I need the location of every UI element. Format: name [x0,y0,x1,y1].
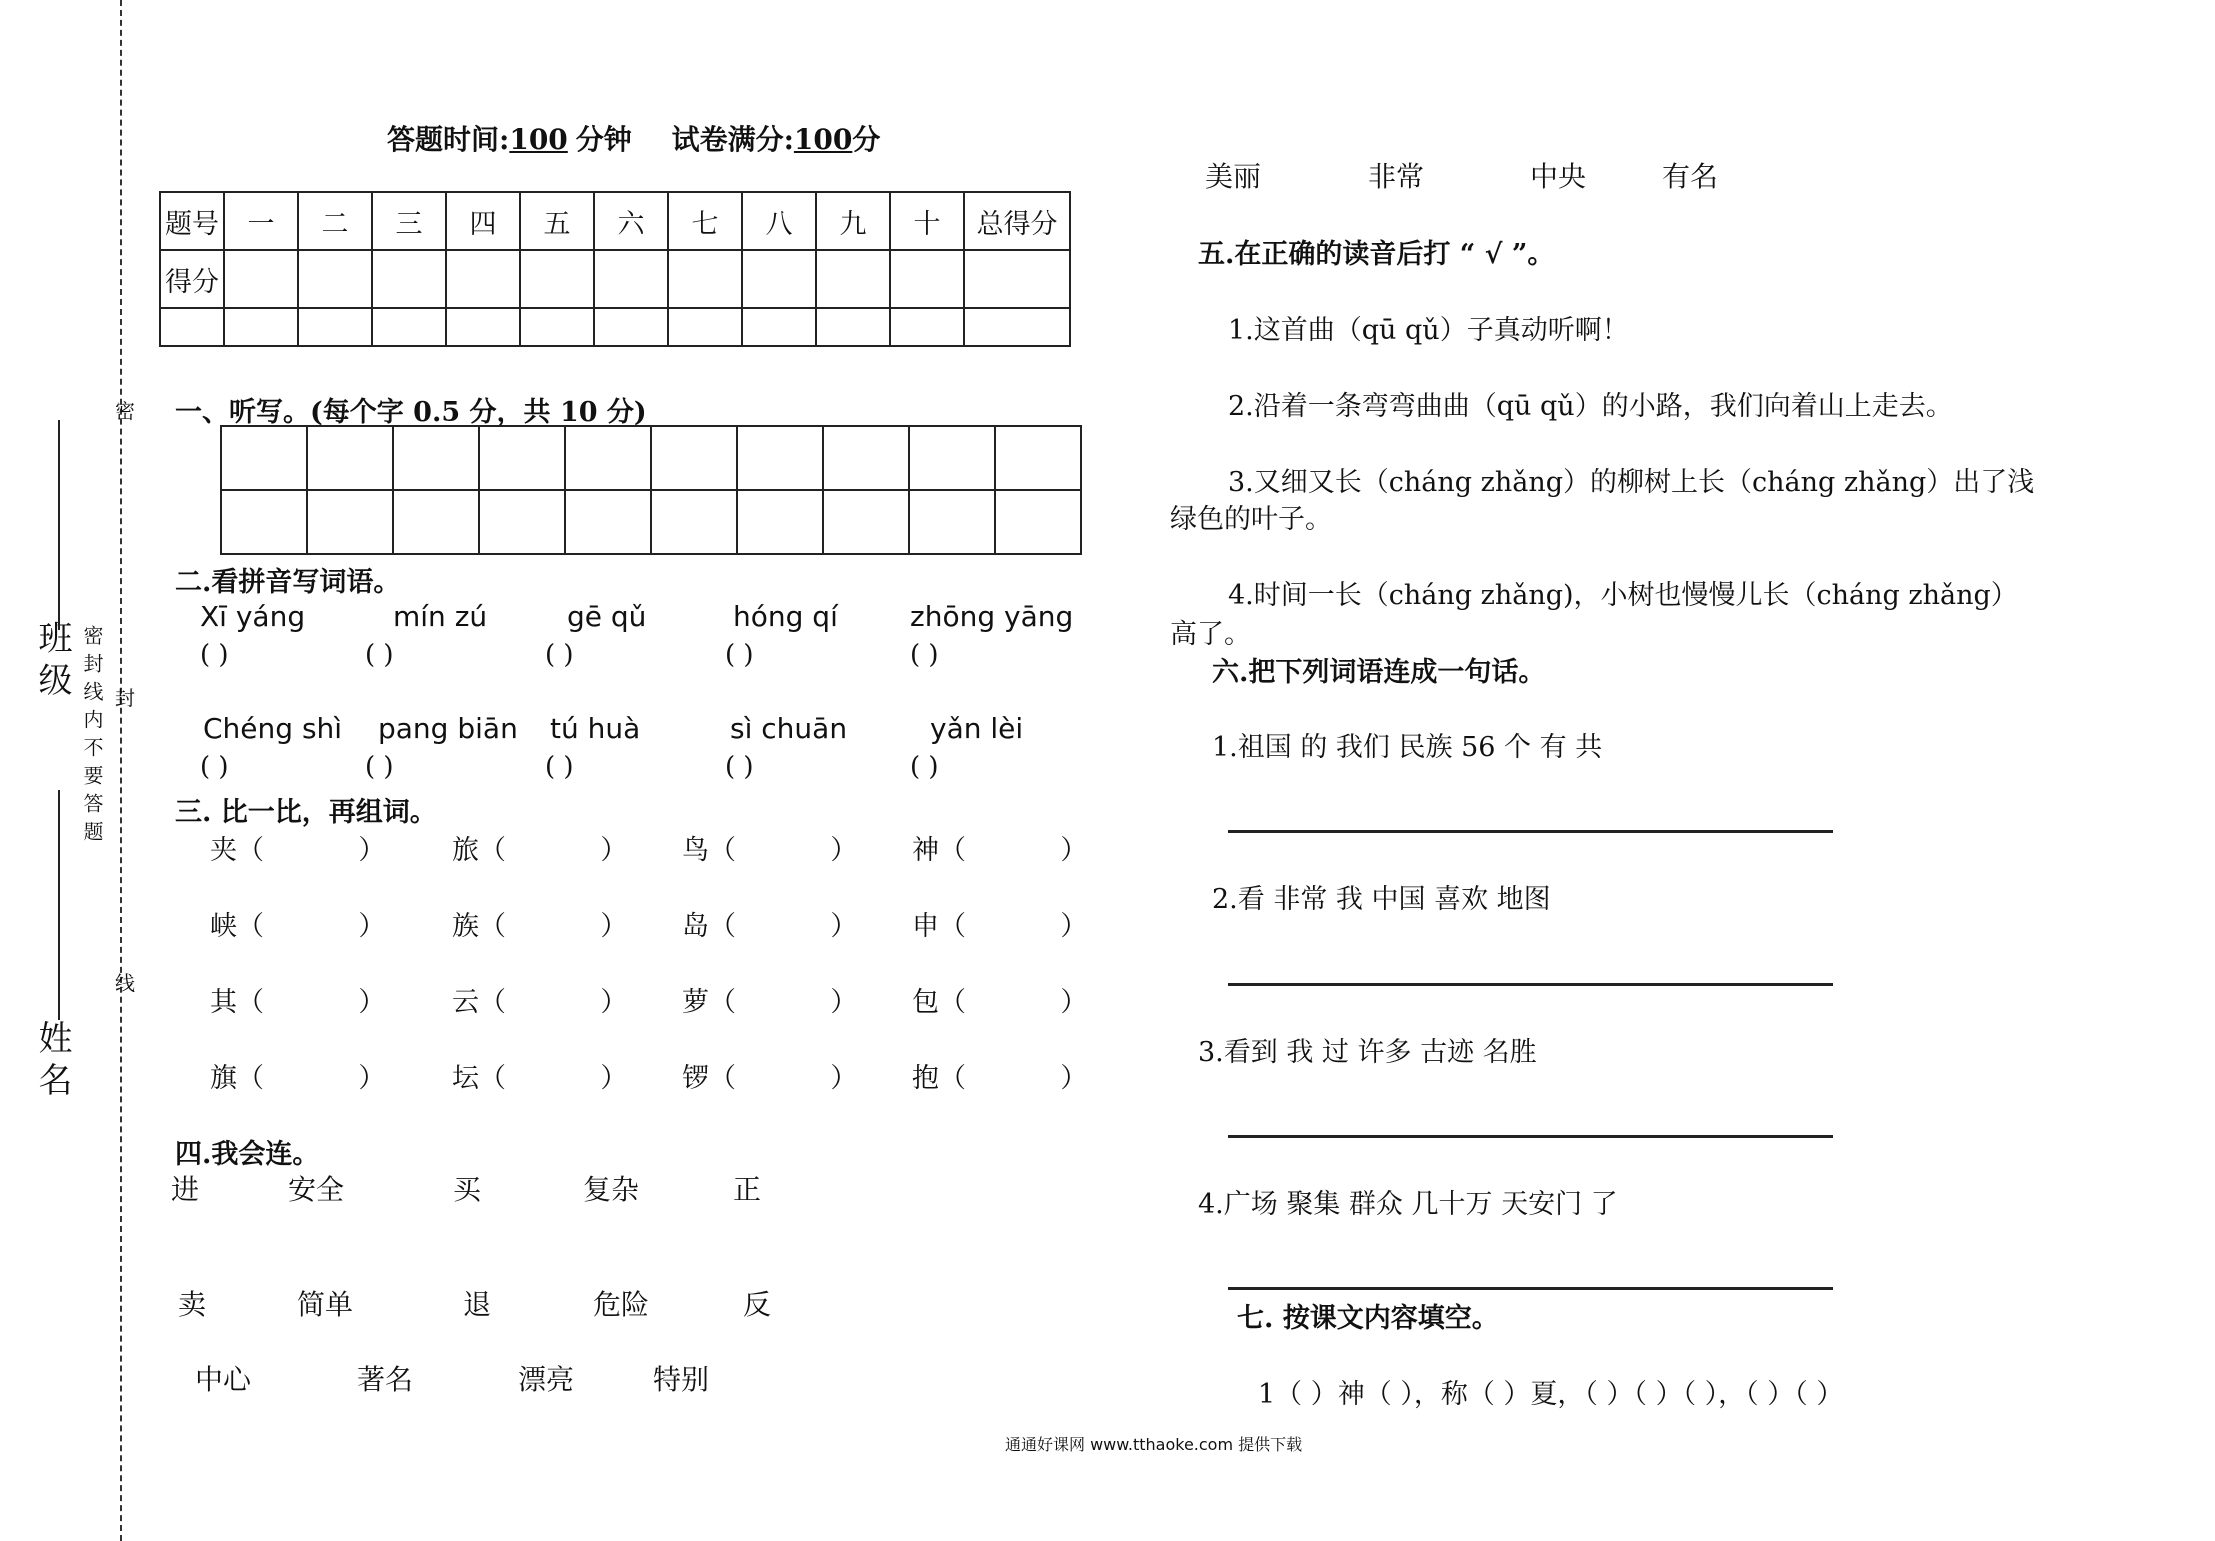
char: 旗 [210,1063,237,1094]
question-6-4: 4.广场 聚集 群众 几十万 天安门 了 [1198,1189,1618,1220]
answer-paren[interactable]: ( ) [365,752,394,782]
score-header-cell: 六 [594,192,668,250]
footer-text: 通通好课网 www.tthaoke.com 提供下载 [1005,1435,1303,1454]
score-cell [890,250,964,308]
name-blank [58,790,60,1020]
question-5-4-cont: 高了。 [1170,619,1251,650]
answer-paren[interactable]: ( ) [200,752,229,782]
section-4-title: 四.我会连。 [175,1139,320,1170]
score-cell [520,250,594,308]
binding-line [120,0,122,1541]
score-header-cell: 七 [668,192,742,250]
match-word: 卖 [178,1288,207,1321]
pinyin: Xī yáng [200,600,306,633]
match-word: 中心 [195,1363,252,1396]
seal-xian: 线 [115,971,135,995]
score-cell [742,250,816,308]
score-cell [298,250,372,308]
section-6-title: 六.把下列词语连成一句话。 [1212,657,1546,688]
match-word: 进 [171,1173,200,1206]
answer-line[interactable] [1228,1135,1833,1138]
pinyin: tú huà [550,712,641,745]
score-cell [224,250,298,308]
section-7-title: 七. 按课文内容填空。 [1237,1303,1499,1334]
answer-paren[interactable]: ( ) [910,752,939,782]
question-5-3: 3.又细又长（cháng zhǎng）的柳树上长（cháng zhǎng）出了浅 [1228,467,2035,498]
char: 锣 [682,1063,709,1094]
match-word: 有名 [1662,160,1719,193]
match-word: 美丽 [1205,160,1262,193]
answer-line[interactable] [1228,983,1833,986]
char: 抱 [912,1063,939,1094]
pinyin: Chéng shì [203,712,343,745]
question-7-1: 1（ ）神（ ），称（ ）夏，（ ）（ ）（ ），（ ）（ ） [1258,1379,1844,1410]
seal-feng: 封 [115,686,135,710]
match-word: 正 [733,1173,762,1206]
score-cell [964,250,1070,308]
char: 其 [210,987,237,1018]
score-row-label: 得分 [160,250,224,308]
score-header-cell: 题号 [160,192,224,250]
pinyin: hóng qí [733,600,838,633]
score-table [159,191,1071,347]
answer-paren[interactable]: ( ) [365,640,394,670]
char: 旅 [452,835,479,866]
answer-paren[interactable]: ( ) [200,640,229,670]
match-word: 反 [743,1288,772,1321]
section-5-title: 五.在正确的读音后打 “ √ ”。 [1198,239,1555,270]
char: 云 [452,987,479,1018]
pinyin: pang biān [378,712,518,745]
class-blank [58,420,60,630]
char: 包 [912,987,939,1018]
match-word: 安全 [288,1173,345,1206]
answer-paren[interactable]: ( ) [725,752,754,782]
answer-paren[interactable]: ( ) [725,640,754,670]
score-header-cell: 九 [816,192,890,250]
exam-header: 答题时间:100 分钟 试卷满分:100分 [387,123,881,156]
score-cell [668,250,742,308]
seal-mi: 密 [115,399,135,423]
score-header-cell: 五 [520,192,594,250]
char: 萝 [682,987,709,1018]
match-word: 中央 [1530,160,1587,193]
section-2-title: 二.看拼音写词语。 [175,567,401,598]
score-header-cell: 十 [890,192,964,250]
answer-paren[interactable]: ( ) [545,752,574,782]
match-word: 简单 [297,1288,354,1321]
pinyin: sì chuān [730,712,848,745]
question-6-1: 1.祖国 的 我们 民族 56 个 有 共 [1212,732,1603,763]
dictation-grid [220,425,1082,555]
match-word: 退 [463,1288,492,1321]
answer-line[interactable] [1228,830,1833,833]
match-word: 买 [453,1173,482,1206]
question-5-1: 1.这首曲（qū qǔ）子真动听啊！ [1228,315,1629,346]
score-cell [594,250,668,308]
score-cell [446,250,520,308]
char: 鸟 [682,835,709,866]
score-header-cell: 三 [372,192,446,250]
pinyin: mín zú [393,600,488,633]
char: 神 [912,835,939,866]
match-word: 著名 [357,1363,414,1396]
match-word: 复杂 [583,1173,640,1206]
char: 申 [912,911,939,942]
score-header-cell: 一 [224,192,298,250]
char: 峡 [210,911,237,942]
match-word: 漂亮 [518,1363,575,1396]
pinyin: yǎn lèi [930,712,1024,745]
pinyin: zhōng yāng [910,600,1074,633]
score-cell [372,250,446,308]
char: 岛 [682,911,709,942]
match-word: 非常 [1368,160,1425,193]
pinyin: gē qǔ [567,600,647,633]
score-header-cell: 八 [742,192,816,250]
answer-line[interactable] [1228,1287,1833,1290]
score-cell [816,250,890,308]
answer-paren[interactable]: ( ) [910,640,939,670]
question-5-3-cont: 绿色的叶子。 [1170,504,1332,535]
score-header-cell: 二 [298,192,372,250]
class-label: 班级 [32,620,72,704]
section-3-title: 三. 比一比，再组词。 [175,797,437,828]
question-6-2: 2.看 非常 我 中国 喜欢 地图 [1212,884,1551,915]
question-5-2: 2.沿着一条弯弯曲曲（qū qǔ）的小路，我们向着山上走去。 [1228,391,1953,422]
char: 族 [452,911,479,942]
score-header-cell: 总得分 [964,192,1070,250]
question-5-4: 4.时间一长（cháng zhǎng)，小树也慢慢儿长（cháng zhǎng） [1228,580,2018,611]
question-6-3: 3.看到 我 过 许多 古迹 名胜 [1198,1037,1537,1068]
char: 坛 [452,1063,479,1094]
score-header-cell: 四 [446,192,520,250]
match-word: 危险 [593,1288,650,1321]
answer-paren[interactable]: ( ) [545,640,574,670]
seal-text: 密封线内不要答题 [80,625,104,849]
match-word: 特别 [653,1363,710,1396]
section-1-title: 一、听写。(每个字 0.5 分，共 10 分) [175,397,647,428]
name-label: 姓名 [32,1020,72,1104]
char: 夹 [210,835,237,866]
